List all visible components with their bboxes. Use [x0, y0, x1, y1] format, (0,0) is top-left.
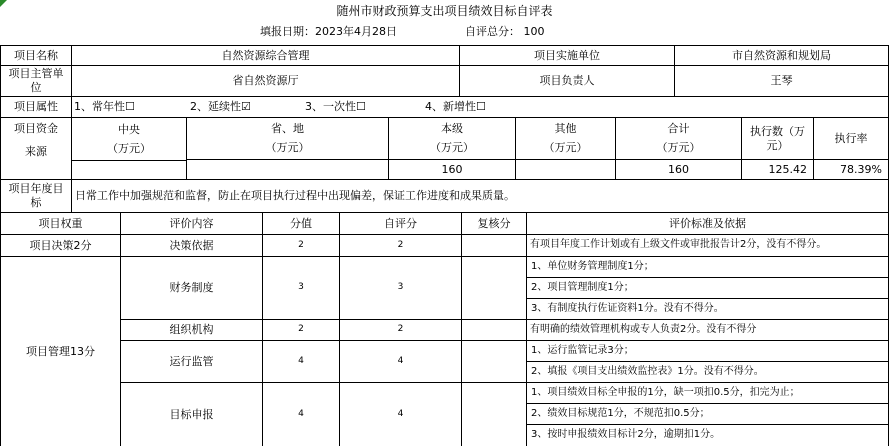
decision-review-score: [462, 235, 527, 257]
target-criteria-line3: 3、按时申报绩效目标计2分，逾期扣1分。: [527, 425, 889, 446]
target-criteria-line2: 2、绩效目标规范1分，不规范扣0.5分；: [527, 404, 889, 425]
fund-local-title: 本级: [441, 122, 463, 136]
decision-score: 2: [263, 235, 340, 257]
management-weight: 项目管理13分: [1, 257, 121, 446]
fund-local-unit: （万元）: [430, 141, 474, 154]
fund-exec-rate-header: 执行率: [814, 118, 889, 160]
annual-goal-text: 日常工作中加强规范和监督，防止在项目执行过程中出现偏差，保证工作进度和成果质量。: [72, 180, 889, 213]
monitor-score: 4: [263, 341, 340, 383]
target-criteria: [527, 383, 889, 446]
attribute-option-onetime: 3、一次性☐: [305, 100, 366, 114]
fund-province-value: [187, 160, 389, 180]
fund-province-title: 省、地: [271, 122, 304, 136]
target-self-score: 4: [340, 383, 462, 446]
fund-central-unit: （万元）: [107, 141, 151, 155]
decision-content: 决策依据: [121, 235, 263, 257]
fund-executed-header: [742, 118, 814, 160]
sheet-title: 随州市财政预算支出项目绩效目标自评表: [336, 3, 553, 18]
finance-content: 财务制度: [121, 257, 263, 320]
monitor-criteria: [527, 341, 889, 383]
target-review-score: [462, 383, 527, 446]
fund-local-header: [389, 118, 516, 160]
fund-exec-rate-value: 78.39%: [814, 160, 889, 180]
fill-date: 填报日期：2023年4月28日: [260, 25, 397, 39]
fund-other-unit: （万元）: [543, 141, 588, 154]
monitor-review-score: [462, 341, 527, 383]
finance-criteria-line3: 3、有制度执行佐证资料1分。没有不得分。: [527, 299, 889, 320]
supervising-dept-label-line1: 项目主管单: [8, 67, 64, 81]
fund-other-value: [516, 160, 616, 180]
supervising-dept-label-line2: 位: [30, 81, 42, 94]
finance-score: 3: [263, 257, 340, 320]
org-criteria: 有明确的绩效管理机构或专人负责2分。没有不得分: [527, 320, 889, 341]
fund-source-label-line1: 项目资金: [14, 122, 58, 135]
finance-self-score: 3: [340, 257, 462, 320]
project-owner-value: 王琴: [675, 66, 889, 97]
org-review-score: [462, 320, 527, 341]
project-owner-label: 项目负责人: [460, 66, 675, 97]
decision-weight: 项目决策2分: [1, 235, 121, 257]
fund-executed-title-line2: 元）: [766, 138, 789, 152]
implementing-unit-label: 项目实施单位: [460, 46, 675, 66]
fund-executed-title-line1: 执行数（万: [750, 124, 805, 138]
project-name-label: 项目名称: [1, 46, 72, 66]
fund-executed-value: 125.42: [742, 160, 814, 180]
target-content: 目标申报: [121, 383, 263, 446]
attribute-option-annual: 1、常年性☐: [74, 100, 135, 114]
finance-criteria-line1: 1、单位财务管理制度1分；: [527, 257, 889, 278]
attribute-option-new: 4、新增性☐: [425, 100, 486, 114]
project-attribute-label: 项目属性: [1, 97, 72, 118]
fund-province-unit: （万元）: [265, 141, 310, 154]
finance-review-score: [462, 257, 527, 320]
fund-total-header: [616, 118, 742, 160]
fund-central-title: 中央: [118, 122, 140, 136]
decision-self-score: 2: [340, 235, 462, 257]
self-score-total: 自评总分： 100: [465, 25, 545, 39]
supervising-dept-value: 省自然资源厅: [72, 66, 460, 97]
header-score: 分值: [263, 213, 340, 235]
fund-source-label-line2: 来源: [25, 144, 47, 158]
fund-central-header: [72, 118, 187, 160]
header-criteria: 评价标准及依据: [527, 213, 889, 235]
project-name-value: 自然资源综合管理: [72, 46, 460, 66]
implementing-unit-value: 市自然资源和规划局: [675, 46, 889, 66]
fund-province-header: [187, 118, 389, 160]
fund-other-title: 其他: [554, 122, 577, 136]
fund-local-value: 160: [389, 160, 516, 180]
fund-total-title: 合计: [667, 122, 690, 136]
finance-criteria-line2: 2、项目管理制度1分；: [527, 278, 889, 299]
attribute-option-continuing: 2、延续性☑: [190, 100, 251, 114]
decision-criteria: 有项目年度工作计划或有上级文件或审批报告计2分，没有不得分。: [527, 235, 889, 257]
target-score: 4: [263, 383, 340, 446]
annual-goal-label-line1: 项目年度目: [8, 182, 64, 196]
fund-total-value: 160: [616, 160, 742, 180]
monitor-self-score: 4: [340, 341, 462, 383]
org-score: 2: [263, 320, 340, 341]
header-content: 评价内容: [121, 213, 263, 235]
monitor-criteria-line1: 1、运行监管记录3分；: [527, 341, 889, 362]
fund-total-unit: （万元）: [656, 141, 701, 154]
monitor-criteria-line2: 2、填报《项目支出绩效监控表》1分。没有不得分。: [527, 362, 889, 383]
annual-goal-label: [1, 180, 72, 213]
fund-other-header: [516, 118, 616, 160]
header-review-score: 复核分: [462, 213, 527, 235]
monitor-content: 运行监管: [121, 341, 263, 383]
supervising-dept-label: [1, 66, 72, 97]
target-criteria-line1: 1、项目绩效目标全申报的1分，缺一项扣0.5分，扣完为止；: [527, 383, 889, 404]
fund-source-label: [1, 118, 72, 180]
org-content: 组织机构: [121, 320, 263, 341]
finance-criteria: [527, 257, 889, 320]
header-self-score: 自评分: [340, 213, 462, 235]
header-weight: 项目权重: [1, 213, 121, 235]
annual-goal-label-line2: 标: [30, 196, 42, 209]
org-self-score: 2: [340, 320, 462, 341]
fund-central-value: [72, 160, 187, 180]
